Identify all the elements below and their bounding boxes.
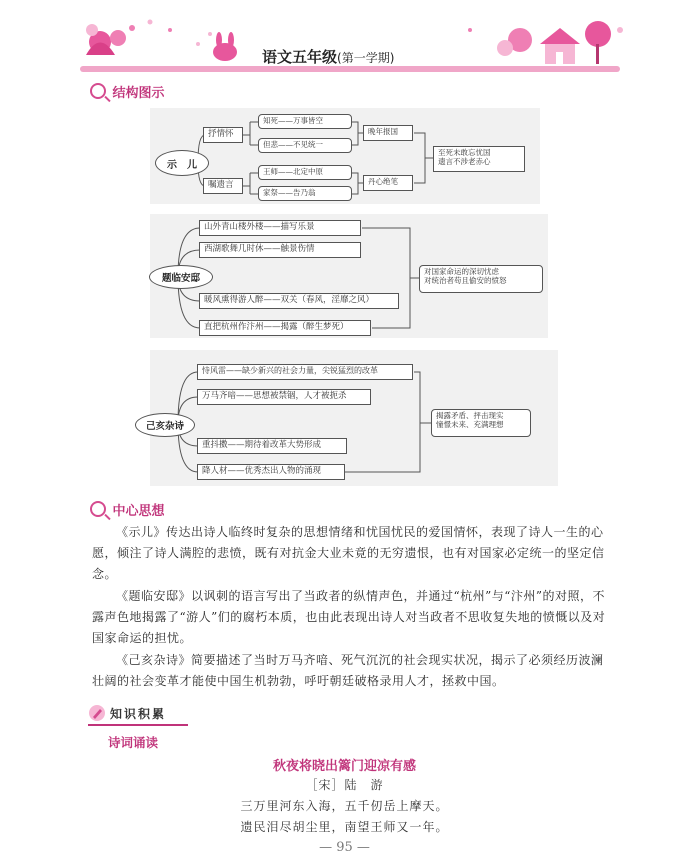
diagram1-branch-b: 嘱遗言 <box>203 178 243 194</box>
diagram2-conclusion <box>419 265 543 293</box>
magnifier-icon <box>90 83 106 99</box>
knowledge-underline <box>88 724 188 726</box>
diagram2-root: 题临安邸 <box>149 265 213 289</box>
diagram3-conclusion <box>431 409 531 437</box>
diagram1-a-item-1: 知死——万事皆空 <box>258 114 352 129</box>
section-heading-central-idea <box>90 500 165 519</box>
poem-line-2: 遗民泪尽胡尘里，南望王师又一年。 <box>240 820 449 834</box>
page-number: — 95 — <box>319 840 370 855</box>
diagram1-conclusion-line-2: 遗言不涉老赤心 <box>438 157 491 167</box>
section-heading-label: 结构图示 <box>112 86 165 101</box>
book-title-sub: (第一学期) <box>337 51 395 65</box>
diagram1-a-result: 晚年报国 <box>363 125 413 141</box>
diagram1-root: 示 儿 <box>155 150 209 176</box>
paragraph-tilinanbi: 《题临安邸》以讽刺的语言写出了当政者的纵情声色，并通过“杭州”与“汴州”的对照，不露声色地揭露了“游人”们的腐朽本质，也由此表现出诗人对当政者不思收复失地的愤慨以及对国家命运的担忧。 <box>92 589 606 645</box>
diagram3-conclusion-line-1: 揭露矛盾、抨击现实 <box>436 411 504 420</box>
diagram1-conclusion-line-1: 至死未敢忘忧国 <box>438 148 491 157</box>
diagram3-item-3: 重抖擞——期待着改革大势形成 <box>197 438 347 454</box>
diagram1-a-item-2: 但悲——不见统一 <box>258 138 352 153</box>
section-heading-structure <box>90 82 165 101</box>
diagram2-item-2: 西湖歌舞几时休——触景伤情 <box>199 242 361 258</box>
section-heading-knowledge: 知识积累 <box>110 707 167 721</box>
magnifier-icon <box>90 501 106 517</box>
diagram1-b-result: 丹心绝笔 <box>363 175 413 191</box>
diagram3-item-2: 万马齐喑——思想被禁锢，人才被扼杀 <box>197 389 371 405</box>
header-divider <box>80 66 620 72</box>
pencil-icon <box>88 704 106 722</box>
paragraph-shier: 《示儿》传达出诗人临终时复杂的思想情绪和忧国忧民的爱国情怀，表现了诗人一生的心愿，倾注了诗人满腔的悲愤，既有对抗金大业未竟的无穷遗恨，也有对国家必定统一的坚定信念。 <box>92 525 605 581</box>
diagram3-item-4: 降人材——优秀杰出人物的涌现 <box>197 464 345 480</box>
paragraph-jihaizashi: 《己亥杂诗》简要描述了当时万马齐喑、死气沉沉的社会现实状况，揭示了必须经历波澜壮阔的社会变革才能使中国生机勃勃，呼吁朝廷破格录用人才，拯救中国。 <box>92 653 604 688</box>
diagram3-conclusion-line-2: 憧憬未来、充满理想 <box>436 420 504 430</box>
diagram1-b-item-1: 王师——北定中原 <box>258 165 352 180</box>
diagram1-b-item-2: 家祭——告乃翁 <box>258 186 352 201</box>
diagram2-item-3: 暖风熏得游人醉——双关（春风，淫靡之风） <box>199 293 399 309</box>
diagram2-conclusion-line-2: 对统治者苟且偷安的愤怒 <box>424 276 507 286</box>
book-title <box>262 46 394 67</box>
diagram2-item-1: 山外青山楼外楼——描写乐景 <box>199 220 361 236</box>
book-title-main: 语文五年级 <box>262 48 338 66</box>
diagram3-item-1: 恃风雷——缺少新兴的社会力量，尖锐猛烈的改革 <box>197 364 413 380</box>
section-heading-label: 中心思想 <box>112 504 165 519</box>
diagram1-conclusion <box>433 146 525 172</box>
diagram1-branch-a: 抒情怀 <box>203 127 243 143</box>
diagram3-root: 己亥杂诗 <box>135 413 195 437</box>
diagram2-conclusion-line-1: 对国家命运的深切忧虑 <box>424 267 499 276</box>
diagram2-item-4: 直把杭州作汴州——揭露（醉生梦死） <box>199 320 371 336</box>
subsection-heading-poem: 诗词诵读 <box>108 735 159 750</box>
poem-line-1: 三万里河东入海，五千仞岳上摩天。 <box>240 799 449 813</box>
poem-author: ［宋］陆 游 <box>305 778 384 792</box>
poem-title: 秋夜将晓出篱门迎凉有感 <box>272 759 416 774</box>
